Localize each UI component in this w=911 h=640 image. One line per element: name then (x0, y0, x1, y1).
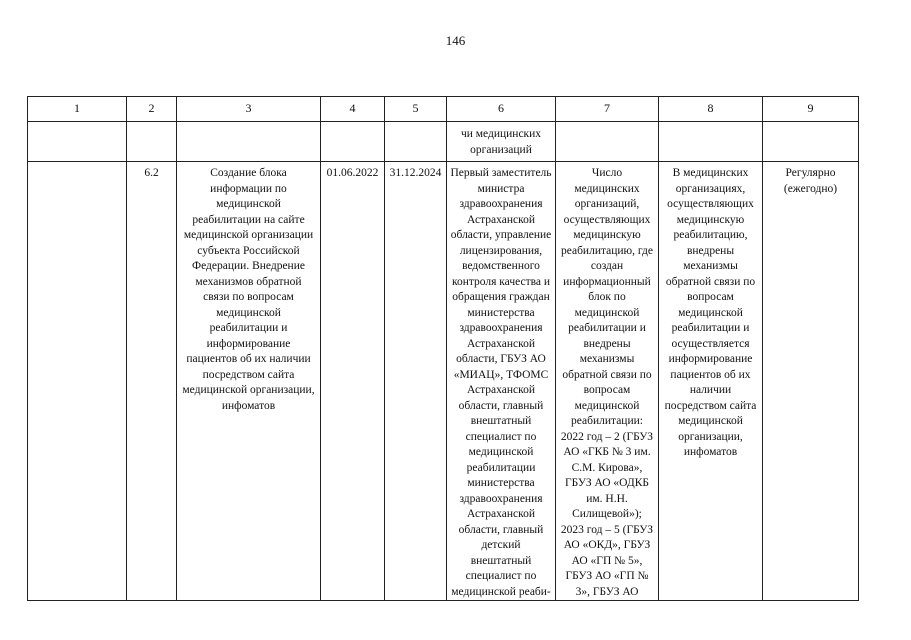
cont-cell-7 (556, 122, 659, 162)
cont-cell-responsible (447, 122, 556, 162)
expected-result: В медицинских организациях, осуществляющих медицинскую реабилитацию, внедрены механизмы обратной связи по вопросам медицинской реабилитации и осуществляется информирование пациентов об их наличии посредством сайта медицинской организации, инфоматов (659, 162, 763, 601)
column-header-8: 8 (659, 97, 763, 122)
frequency: Регулярно (ежегодно) (763, 162, 859, 601)
event-name: Создание блока информации по медицинской реабилитации на сайте медицинской организации субъекта Российской Федерации. Внедрение механизмов обратной связи по вопросам медицинской реабилитации и информирование пациентов об их наличии посредством сайта медицинской организации, инфоматов (177, 162, 321, 601)
cont-cell-9 (763, 122, 859, 162)
cont-cell-1 (28, 122, 127, 162)
row-number: 6.2 (127, 162, 177, 601)
end-date: 31.12.2024 (385, 162, 447, 601)
cont-cell-2 (127, 122, 177, 162)
cont-cell-5 (385, 122, 447, 162)
plan-table (27, 96, 859, 601)
continuation-row (28, 122, 859, 162)
column-header-2: 2 (127, 97, 177, 122)
page-number: 146 (445, 33, 466, 48)
column-header-6: 6 (447, 97, 556, 122)
cont-cell-3 (177, 122, 321, 162)
column-header-1: 1 (28, 97, 127, 122)
column-header-9: 9 (763, 97, 859, 122)
cont-responsible-text: чи медицинских организаций (460, 128, 542, 156)
column-header-5: 5 (385, 97, 447, 122)
start-date: 01.06.2022 (321, 162, 385, 601)
column-header-7: 7 (556, 97, 659, 122)
responsible-executors: Первый заместитель министра здравоохранения Астраханской области, управление лицензирования, ведомственного контроля качества и обращения граждан министерства здравоохранения Астраханской области, ГБУЗ АО «МИАЦ», ТФОМС Астраханской области, главный внештатный специалист по медицинской реабилитации министерства здравоохранения Астраханской области, главный детский внештатный специалист по медицинской реаби- (447, 162, 556, 601)
cont-cell-8 (659, 122, 763, 162)
row-cell-1 (28, 162, 127, 601)
column-header-3: 3 (177, 97, 321, 122)
indicator-text: Число медицинских организаций, осуществляющих медицинскую реабилитацию, где создан информационный блок по медицинской реабилитации и внедрены механизмы обратной связи по вопросам медицинской реабилитации: 2022 год – 2 (ГБУЗ АО «ГКБ № 3 им. С.М. Кирова», ГБУЗ АО «ОДКБ им. Н.Н. Силищевой»); 2023 год – 5 (ГБУЗ АО «ОКД», ГБУЗ АО «ГП № 5», ГБУЗ АО «ГП № 3», ГБУЗ АО (556, 162, 659, 601)
cont-cell-4 (321, 122, 385, 162)
table-row-6-2 (28, 162, 859, 601)
header-row (28, 97, 859, 122)
column-header-4: 4 (321, 97, 385, 122)
